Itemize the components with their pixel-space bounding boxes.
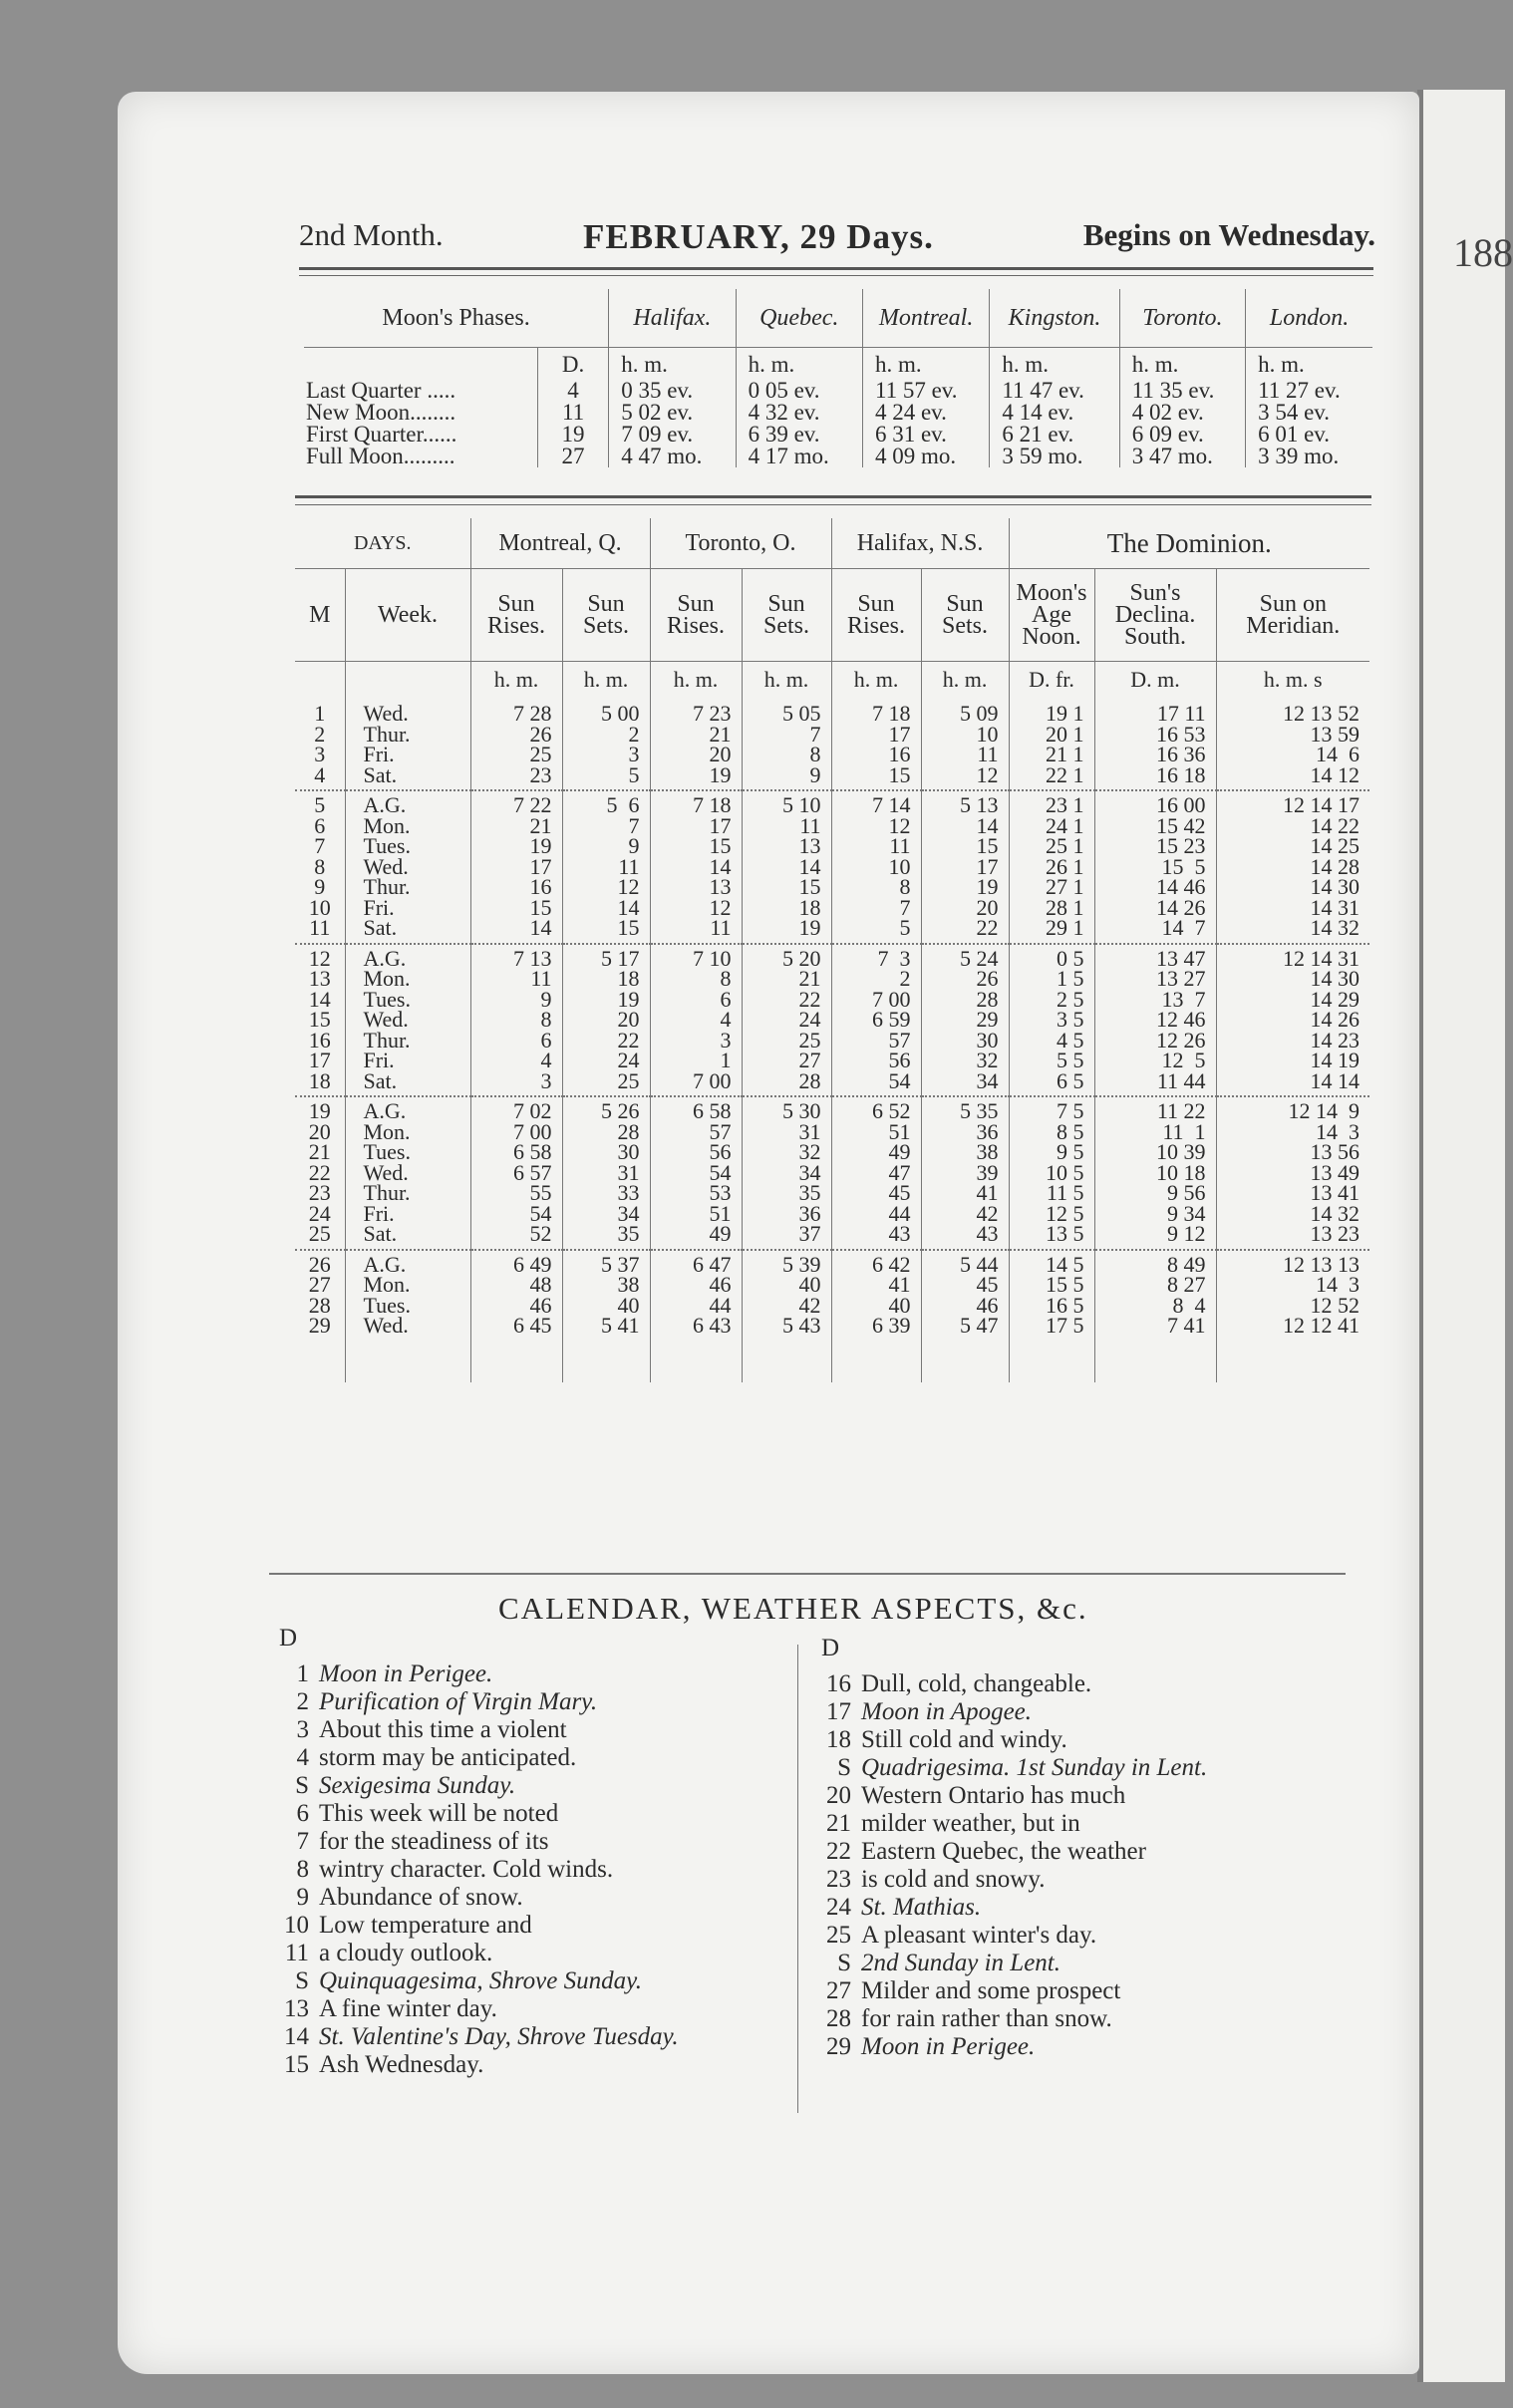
unit-label: h. m. (990, 348, 1119, 381)
halifax-set: 5 13 14 15 17 19 20 22 (921, 790, 1009, 944)
group-header: Toronto, O. (650, 518, 831, 569)
calendar-day-number: 22 (826, 1838, 851, 1865)
calendar-entry (821, 1726, 1207, 1754)
calendar-day-number: 6 (296, 1800, 309, 1827)
montreal-set: 5 17 18 19 20 22 24 25 (562, 944, 650, 1097)
phases-col-header: Moon's Phases. (304, 289, 609, 348)
sun-group-header-row (295, 518, 1369, 569)
phase-day: 27 (537, 446, 608, 467)
col-header: M (295, 569, 345, 662)
unit-label: D. (537, 348, 608, 381)
toronto-rise: 7 10 8 6 4 3 1 7 00 (650, 944, 742, 1097)
toronto-rise: 7 18 17 15 14 13 12 11 (650, 790, 742, 944)
calendar-day-number: 13 (284, 1995, 309, 2022)
calendar-entry-text: wintry character. Cold winds. (319, 1856, 614, 1883)
phase-name: New Moon........ (306, 400, 456, 425)
montreal-rise: 7 28 26 25 23 (470, 700, 562, 790)
calendar-day-number: S (295, 1967, 309, 1994)
phase-time: 4 14 ev. (990, 402, 1119, 424)
phases-col-header: Toronto. (1119, 289, 1245, 348)
phase-time: 6 01 ev. (1246, 424, 1372, 446)
weekday: A.G. Mon. Tues. Wed. Thur. Fri. Sat. (345, 790, 470, 944)
phase-time: 6 09 ev. (1119, 424, 1245, 446)
phases-col-header: Quebec. (736, 289, 862, 348)
weekday: Wed. Thur. Fri. Sat. (345, 700, 470, 790)
phases-col-header: Halifax. (609, 289, 736, 348)
calendar-entry (279, 1912, 679, 1940)
day-of-month: 5 6 7 8 9 10 11 (295, 790, 345, 944)
halifax-rise: 7 14 12 11 10 8 7 5 (831, 790, 921, 944)
unit-cell: D. m. (1094, 662, 1216, 701)
toronto-set: 5 39 40 42 5 43 (742, 1250, 831, 1341)
moon-phases-header (304, 289, 1372, 348)
calendar-entry-text: is cold and snowy. (861, 1866, 1046, 1893)
phase-time: 7 09 ev. (609, 424, 736, 446)
unit-label: h. m. (1246, 348, 1372, 381)
sun-meridian: 12 14 9 14 3 13 56 13 49 13 41 14 32 13 23 (1216, 1096, 1369, 1250)
calendar-rule (269, 1573, 1346, 1575)
calendar-day-number: 18 (826, 1726, 851, 1753)
sun-declination: 17 11 16 53 16 36 16 18 (1094, 700, 1216, 790)
calendar-entry-text: Moon in Apogee. (861, 1698, 1033, 1725)
phase-name: First Quarter...... (306, 422, 457, 447)
moon-age: 23 1 24 1 25 1 26 1 27 1 28 1 29 1 (1009, 790, 1094, 944)
calendar-entry (821, 1866, 1207, 1894)
calendar-entry-text: Sexigesima Sunday. (319, 1772, 516, 1799)
calendar-entry-text: Low temperature and (319, 1912, 532, 1939)
calendar-entry-text: This week will be noted (319, 1800, 559, 1827)
phase-time: 3 47 mo. (1119, 446, 1245, 467)
moon-age: 19 1 20 1 21 1 22 1 (1009, 700, 1094, 790)
weekday: A.G. Mon. Tues. Wed. Thur. Fri. Sat. (345, 1096, 470, 1250)
calendar-entry (279, 1967, 679, 1995)
calendar-entry-text: Still cold and windy. (861, 1726, 1067, 1753)
halifax-set: 5 09 10 11 12 (921, 700, 1009, 790)
col-header: Sun on Meridian. (1216, 569, 1369, 662)
unit-cell: h. m. (650, 662, 742, 701)
montreal-rise: 7 02 7 00 6 58 6 57 55 54 52 (470, 1096, 562, 1250)
unit-cell: h. m. (831, 662, 921, 701)
calendar-entry-text: 2nd Sunday in Lent. (861, 1950, 1060, 1976)
calendar-day-header: D (279, 1625, 298, 1652)
toronto-set: 5 20 21 22 24 25 27 28 (742, 944, 831, 1097)
table-bottom-spacer (295, 1341, 1369, 1382)
calendar-day-number: 8 (296, 1856, 309, 1883)
calendar-day-number: 15 (284, 2051, 309, 2078)
calendar-entry (821, 2005, 1207, 2033)
phase-time: 4 09 mo. (862, 446, 989, 467)
phase-time: 11 57 ev. (862, 380, 989, 402)
halifax-set: 5 35 36 38 39 41 42 43 (921, 1096, 1009, 1250)
phase-time: 6 31 ev. (862, 424, 989, 446)
montreal-set: 5 26 28 30 31 33 34 35 (562, 1096, 650, 1250)
calendar-entry (821, 1698, 1207, 1726)
calendar-entry-text: Quinquagesima, Shrove Sunday. (319, 1967, 643, 1994)
halifax-rise: 6 42 41 40 6 39 (831, 1250, 921, 1341)
calendar-entry (821, 1782, 1207, 1810)
calendar-day-number: 4 (296, 1744, 309, 1771)
col-header: Sun Rises. (831, 569, 921, 662)
phase-time: 3 59 mo. (990, 446, 1119, 467)
phase-time: 4 02 ev. (1119, 402, 1245, 424)
halifax-rise: 7 3 2 7 00 6 59 57 56 54 (831, 944, 921, 1097)
calendar-entry-text: Moon in Perigee. (861, 2033, 1036, 2060)
phase-time: 11 27 ev. (1246, 380, 1372, 402)
montreal-rise: 7 13 11 9 8 6 4 3 (470, 944, 562, 1097)
calendar-entry (279, 1828, 679, 1856)
toronto-set: 5 30 31 32 34 35 36 37 (742, 1096, 831, 1250)
calendar-day-number: 21 (826, 1810, 851, 1837)
week-block (295, 1096, 1369, 1250)
montreal-rise: 6 49 48 46 6 45 (470, 1250, 562, 1341)
calendar-entry-text: for the steadiness of its (319, 1828, 549, 1855)
weekday: A.G. Mon. Tues. Wed. Thur. Fri. Sat. (345, 944, 470, 1097)
calendar-day-number: S (837, 1754, 851, 1781)
page-title: FEBRUARY, 29 Days. (583, 217, 934, 256)
phase-time: 3 54 ev. (1246, 402, 1372, 424)
halifax-rise: 7 18 17 16 15 (831, 700, 921, 790)
phase-day: 19 (537, 424, 608, 446)
calendar-entry (821, 1838, 1207, 1866)
phase-time: 5 02 ev. (609, 402, 736, 424)
col-header: Sun Rises. (650, 569, 742, 662)
calendar-entry (821, 1977, 1207, 2005)
year-fragment: 188 (1453, 230, 1513, 275)
group-header: DAYS. (295, 518, 470, 569)
calendar-entry-text: A pleasant winter's day. (861, 1922, 1097, 1949)
phase-time: 0 35 ev. (609, 380, 736, 402)
calendar-title: CALENDAR, WEATHER ASPECTS, &c. (498, 1591, 1088, 1626)
calendar-day-number: 17 (826, 1698, 851, 1725)
calendar-day-number: 3 (296, 1716, 309, 1743)
unit-label: h. m. (736, 348, 862, 381)
calendar-entry (279, 2023, 679, 2051)
calendar-entry (279, 1856, 679, 1884)
unit-cell: h. m. (921, 662, 1009, 701)
calendar-day-number: 25 (826, 1922, 851, 1949)
phase-row (304, 446, 1372, 467)
unit-label: h. m. (1119, 348, 1245, 381)
col-header: Sun Rises. (470, 569, 562, 662)
col-header: Sun Sets. (742, 569, 831, 662)
toronto-rise: 7 23 21 20 19 (650, 700, 742, 790)
calendar-day-number: 14 (284, 2023, 309, 2050)
calendar-entry-text: Western Ontario has much (861, 1782, 1126, 1809)
phases-units-row (304, 348, 1372, 381)
calendar-day-number: S (837, 1950, 851, 1976)
calendar-entry-text: St. Mathias. (861, 1894, 982, 1921)
sun-meridian: 12 13 52 13 59 14 6 14 12 (1216, 700, 1369, 790)
day-of-month: 19 20 21 22 23 24 25 (295, 1096, 345, 1250)
calendar-entry (279, 1688, 679, 1716)
calendar-divider (797, 1645, 798, 2113)
calendar-entry (821, 2033, 1207, 2061)
toronto-set: 5 10 11 13 14 15 18 19 (742, 790, 831, 944)
group-header: Montreal, Q. (470, 518, 650, 569)
unit-label: h. m. (862, 348, 989, 381)
calendar-entry (279, 1660, 679, 1688)
calendar-day-number: 10 (284, 1912, 309, 1939)
sun-col-header-row (295, 569, 1369, 662)
montreal-set: 5 37 38 40 5 41 (562, 1250, 650, 1341)
toronto-set: 5 05 7 8 9 (742, 700, 831, 790)
halifax-rise: 6 52 51 49 47 45 44 43 (831, 1096, 921, 1250)
calendar-day-number: 20 (826, 1782, 851, 1809)
montreal-set: 5 00 2 3 5 (562, 700, 650, 790)
sun-meridian: 12 14 31 14 30 14 29 14 26 14 23 14 19 14 14 (1216, 944, 1369, 1097)
week-block (295, 790, 1369, 944)
calendar-day-number: 11 (284, 1940, 309, 1966)
phase-time: 4 47 mo. (609, 446, 736, 467)
sun-meridian: 12 14 17 14 22 14 25 14 28 14 30 14 31 14 32 (1216, 790, 1369, 944)
week-block (295, 1250, 1369, 1341)
calendar-day-header: D (821, 1635, 840, 1661)
halifax-set: 5 44 45 46 5 47 (921, 1250, 1009, 1341)
page-header (299, 217, 1375, 265)
group-header: Halifax, N.S. (831, 518, 1009, 569)
calendar-entry (821, 1754, 1207, 1782)
phase-day: 11 (537, 402, 608, 424)
day-of-month: 1 2 3 4 (295, 700, 345, 790)
calendar-left-column (279, 1625, 679, 2079)
calendar-day-number: 1 (296, 1660, 309, 1687)
halifax-set: 5 24 26 28 29 30 32 34 (921, 944, 1009, 1097)
section-rule (295, 495, 1371, 498)
sun-declination: 11 22 11 1 10 39 10 18 9 56 9 34 9 12 (1094, 1096, 1216, 1250)
begins-label: Begins on Wednesday. (1082, 217, 1375, 252)
calendar-entry-text: Moon in Perigee. (319, 1660, 493, 1687)
calendar-entry (279, 1884, 679, 1912)
calendar-day-number: S (295, 1772, 309, 1799)
moon-age: 7 5 8 5 9 5 10 5 11 5 12 5 13 5 (1009, 1096, 1094, 1250)
header-rule (299, 267, 1373, 270)
calendar-entry-text: A fine winter day. (319, 1995, 497, 2022)
calendar-entry-text: a cloudy outlook. (319, 1940, 493, 1966)
calendar-entry-text: About this time a violent (319, 1716, 567, 1743)
section-rule-thin (295, 504, 1371, 505)
calendar-entry-text: Quadrigesima. 1st Sunday in Lent. (861, 1754, 1208, 1781)
toronto-rise: 6 47 46 44 6 43 (650, 1250, 742, 1341)
calendar-entry-text: Milder and some prospect (861, 1977, 1121, 2004)
calendar-entry-text: Ash Wednesday. (319, 2051, 484, 2078)
calendar-entry-text: Purification of Virgin Mary. (319, 1688, 598, 1715)
unit-cell: h. m. (470, 662, 562, 701)
sun-declination: 13 47 13 27 13 7 12 46 12 26 12 5 11 44 (1094, 944, 1216, 1097)
header-rule-thin (299, 275, 1373, 276)
unit-cell: D. fr. (1009, 662, 1094, 701)
calendar-entry (279, 1940, 679, 1967)
moon-age: 14 5 15 5 16 5 17 5 (1009, 1250, 1094, 1341)
calendar-entry-text: Abundance of snow. (319, 1884, 523, 1911)
calendar-entry-text: Dull, cold, changeable. (861, 1670, 1092, 1697)
week-block (295, 944, 1369, 1097)
calendar-entry (279, 1716, 679, 1744)
calendar-entry (821, 1894, 1207, 1922)
calendar-day-number: 2 (296, 1688, 309, 1715)
phase-time: 4 24 ev. (862, 402, 989, 424)
phase-time: 3 39 mo. (1246, 446, 1372, 467)
calendar-entry-text: storm may be anticipated. (319, 1744, 577, 1771)
phase-row (304, 380, 1372, 402)
calendar-day-number: 29 (826, 2033, 851, 2060)
calendar-day-number: 27 (826, 1977, 851, 2004)
calendar-day-number: 24 (826, 1894, 851, 1921)
calendar-day-number: 9 (296, 1884, 309, 1911)
moon-age: 0 5 1 5 2 5 3 5 4 5 5 5 6 5 (1009, 944, 1094, 1097)
group-header: The Dominion. (1009, 518, 1369, 569)
month-label: 2nd Month. (299, 217, 444, 252)
toronto-rise: 6 58 57 56 54 53 51 49 (650, 1096, 742, 1250)
weekday: A.G. Mon. Tues. Wed. (345, 1250, 470, 1341)
calendar-entry-text: Eastern Quebec, the weather (861, 1838, 1146, 1865)
montreal-set: 5 6 7 9 11 12 14 15 (562, 790, 650, 944)
phase-time: 6 39 ev. (736, 424, 862, 446)
calendar-right-column (821, 1635, 1207, 2061)
col-header: Sun's Declina. South. (1094, 569, 1216, 662)
calendar-entry (279, 1800, 679, 1828)
col-header: Week. (345, 569, 470, 662)
calendar-day-number: 7 (296, 1828, 309, 1855)
day-of-month: 12 13 14 15 16 17 18 (295, 944, 345, 1097)
calendar-entry (279, 2051, 679, 2079)
unit-cell: h. m. (742, 662, 831, 701)
phase-time: 4 32 ev. (736, 402, 862, 424)
week-block (295, 700, 1369, 790)
calendar-entry (279, 1995, 679, 2023)
calendar-day-number: 28 (826, 2005, 851, 2032)
calendar-day-number: 23 (826, 1866, 851, 1893)
calendar-entry (821, 1670, 1207, 1698)
phase-day: 4 (537, 380, 608, 402)
calendar-entry-text: for rain rather than snow. (861, 2005, 1112, 2032)
phases-col-header: Kingston. (990, 289, 1119, 348)
phase-time: 0 05 ev. (736, 380, 862, 402)
units-row (295, 662, 1369, 701)
phase-name: Last Quarter ..... (306, 378, 456, 403)
unit-cell: h. m. s (1216, 662, 1369, 701)
calendar-entry (279, 1744, 679, 1772)
phase-name: Full Moon......... (306, 444, 455, 468)
facing-page-edge (1417, 90, 1513, 2382)
phase-time: 4 17 mo. (736, 446, 862, 467)
phase-time: 6 21 ev. (990, 424, 1119, 446)
sun-declination: 16 00 15 42 15 23 15 5 14 46 14 26 14 7 (1094, 790, 1216, 944)
phase-row (304, 402, 1372, 424)
col-header: Sun Sets. (562, 569, 650, 662)
sun-times-table (295, 518, 1369, 1382)
calendar-entry (279, 1772, 679, 1800)
phase-time: 11 47 ev. (990, 380, 1119, 402)
phases-col-header: London. (1246, 289, 1372, 348)
calendar-day-number: 16 (826, 1670, 851, 1697)
col-header: Sun Sets. (921, 569, 1009, 662)
sun-meridian: 12 13 13 14 3 12 52 12 12 41 (1216, 1250, 1369, 1341)
calendar-entry-text: St. Valentine's Day, Shrove Tuesday. (319, 2023, 679, 2050)
sun-declination: 8 49 8 27 8 4 7 41 (1094, 1250, 1216, 1341)
col-header: Moon's Age Noon. (1009, 569, 1094, 662)
moon-phases-table (304, 289, 1372, 467)
phase-time: 11 35 ev. (1119, 380, 1245, 402)
day-of-month: 26 27 28 29 (308, 1251, 331, 1338)
phase-row (304, 424, 1372, 446)
montreal-rise: 7 22 21 19 17 16 15 14 (470, 790, 562, 944)
calendar-entry (821, 1950, 1207, 1977)
phases-col-header: Montreal. (862, 289, 989, 348)
calendar-entry (821, 1810, 1207, 1838)
unit-cell: h. m. (562, 662, 650, 701)
unit-label: h. m. (609, 348, 736, 381)
calendar-entry (821, 1922, 1207, 1950)
calendar-entry-text: milder weather, but in (861, 1810, 1080, 1837)
